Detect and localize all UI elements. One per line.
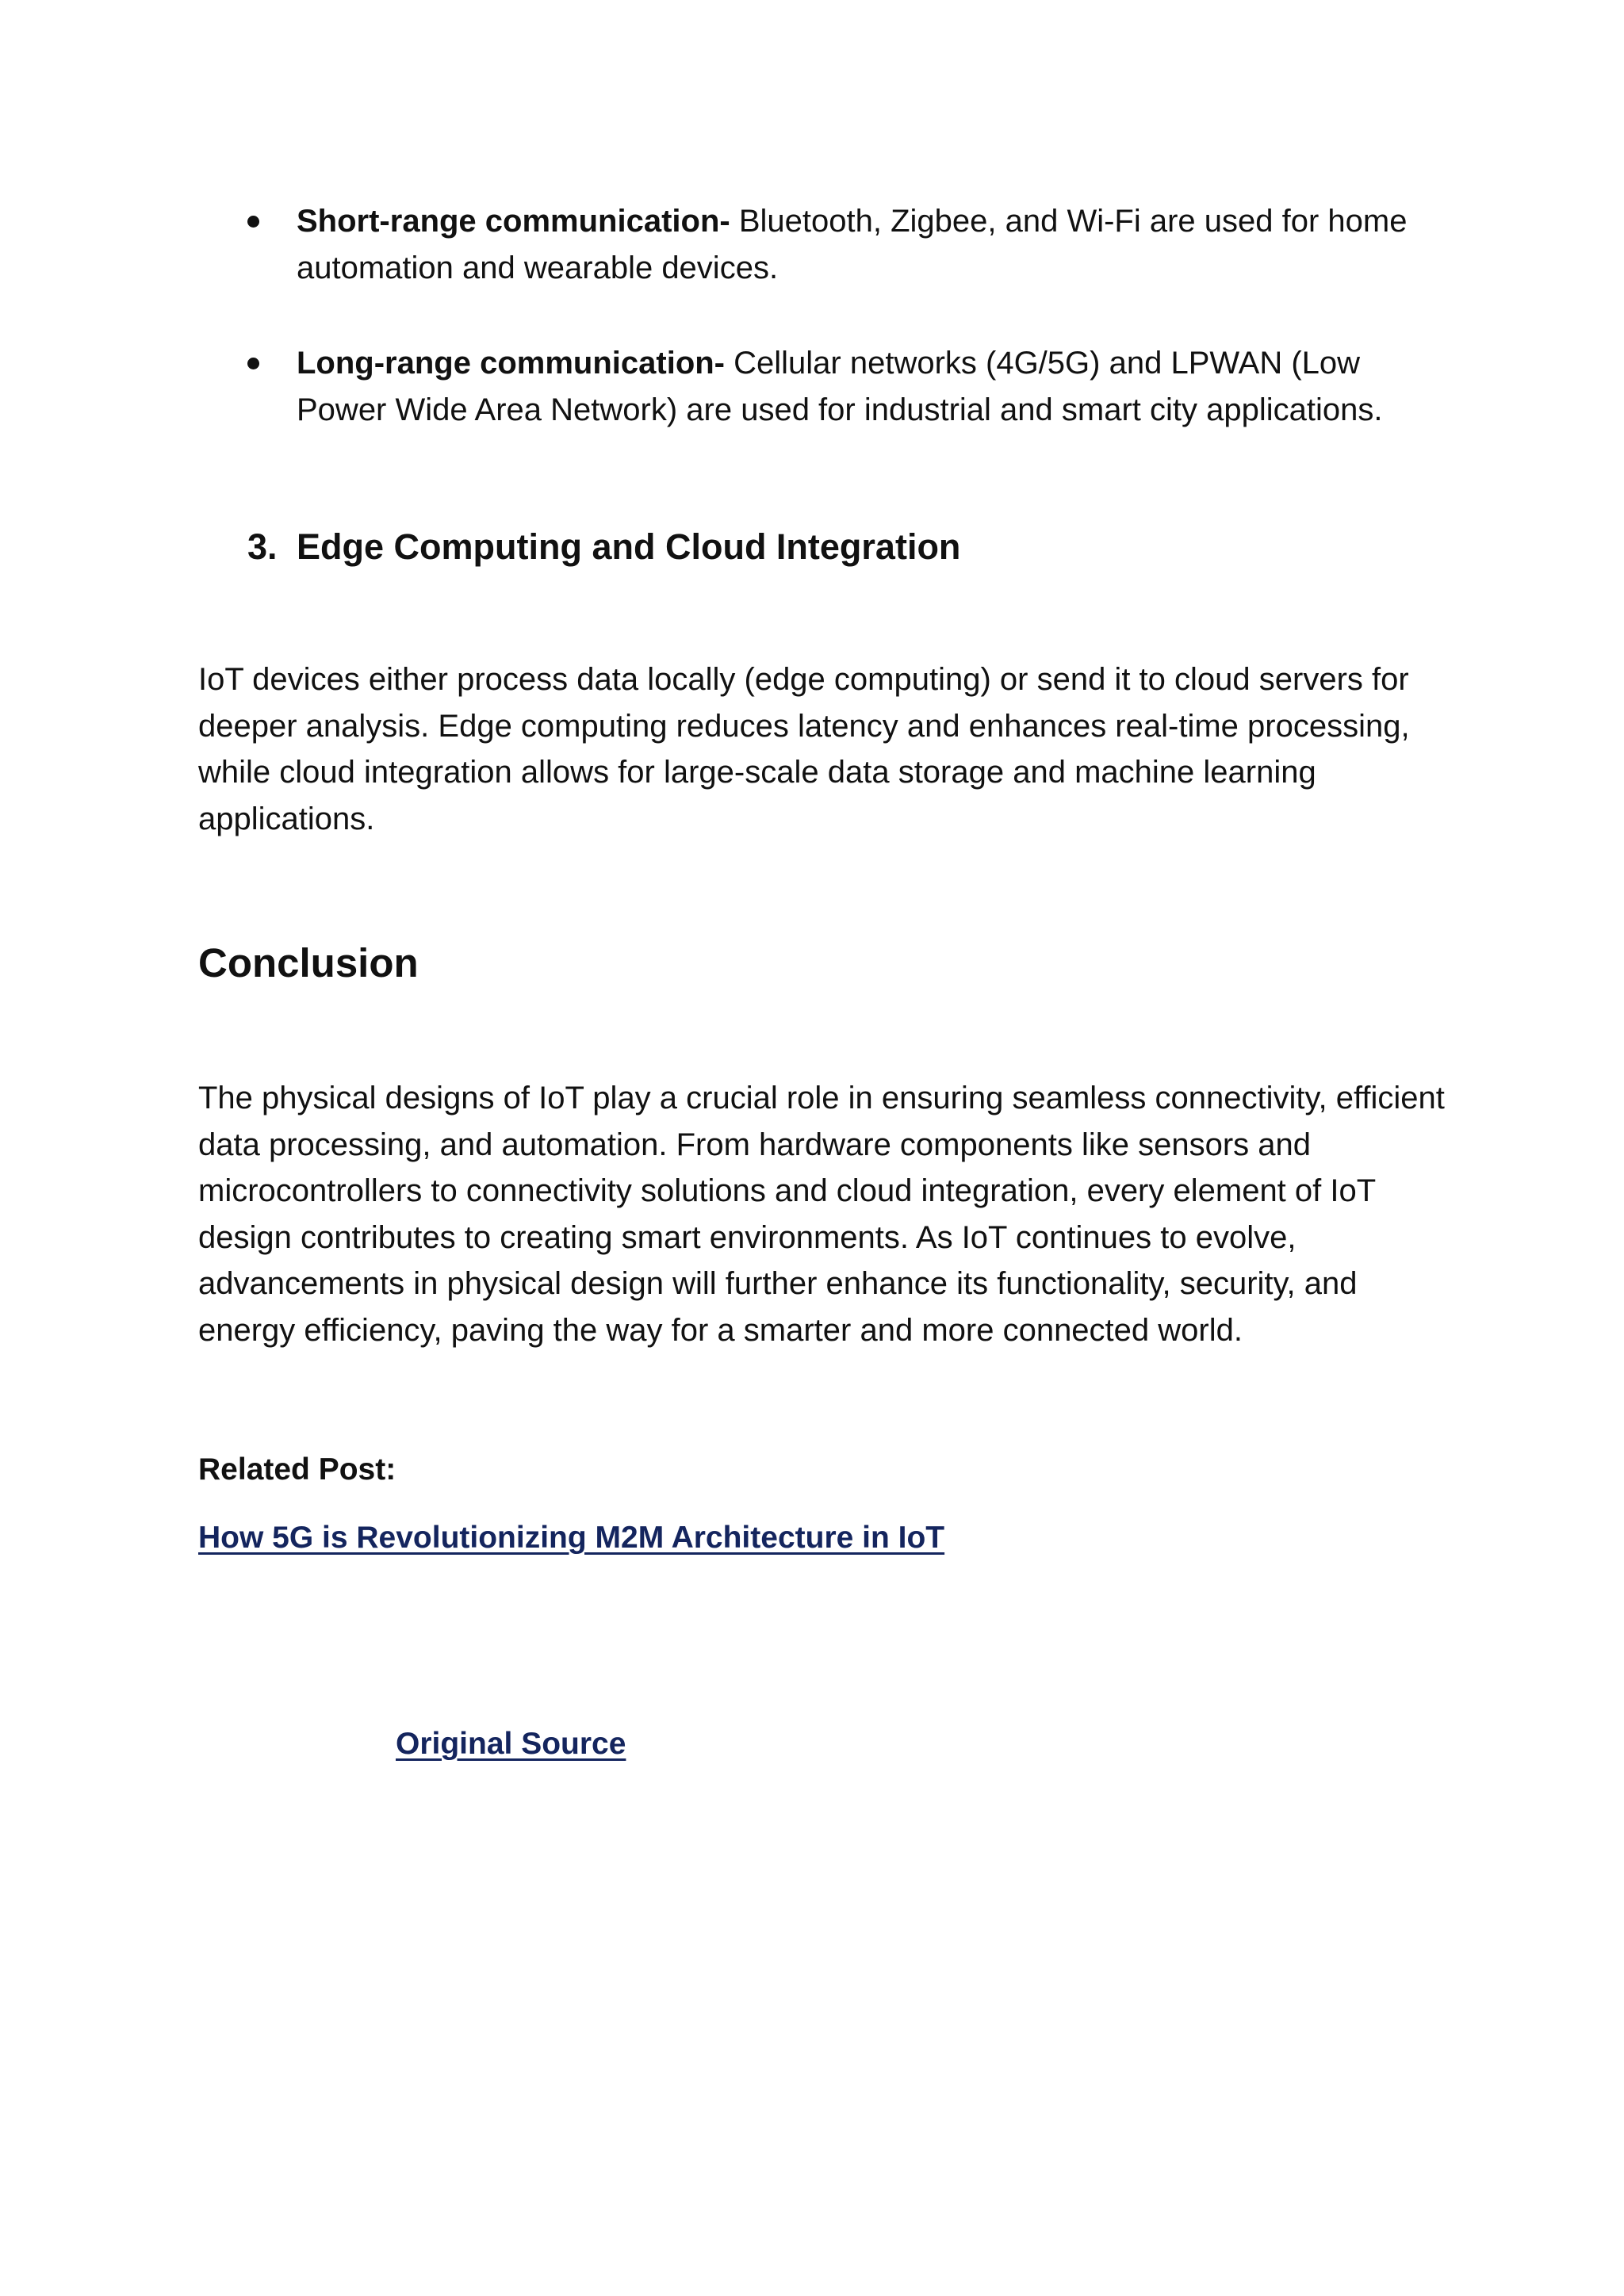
original-source-link[interactable]: Original Source [396, 1727, 626, 1761]
bullet-body: Bluetooth, Zigbee, and Wi-Fi are used for home automation and wearable devices. [297, 204, 1408, 285]
bullet-dot-icon [247, 358, 259, 369]
conclusion-heading: Conclusion [198, 940, 419, 985]
edge-computing-paragraph: IoT devices either process data locally (edge computing) or send it to cloud servers for deeper analysis. Edge computing reduces latency and enhances real-time processing, while cloud integration allows for large-scale data storage and machine learning applications. [198, 662, 1410, 836]
section-heading-edge-computing [247, 523, 960, 571]
related-post-link[interactable]: How 5G is Revolutionizing M2M Architecture in IoT [198, 1521, 945, 1555]
bullet-label: Long-range communication- [297, 346, 725, 381]
related-post-label: Related Post: [198, 1452, 396, 1487]
conclusion-paragraph: The physical designs of IoT play a crucial role in ensuring seamless connectivity, efficient data processing, and automation. From hardware components like sensors and microcontrollers to connectivity solutions and cloud integration, every element of IoT design contributes to creating smart environments. As IoT continues to evolve, advancements in physical design will further enhance its functionality, security, and energy efficiency, paving the way for a smarter and more connected world. [198, 1081, 1445, 1348]
section-number: 3. [247, 526, 278, 567]
bullet-text [297, 198, 1453, 291]
bullet-label: Short-range communication- [297, 204, 730, 239]
bullet-text [297, 340, 1453, 433]
section-title: Edge Computing and Cloud Integration [297, 526, 961, 567]
bullet-dot-icon [247, 216, 259, 228]
bullet-body: Cellular networks (4G/5G) and LPWAN (Low Power Wide Area Network) are used for industrial and smart city applications. [297, 346, 1383, 427]
